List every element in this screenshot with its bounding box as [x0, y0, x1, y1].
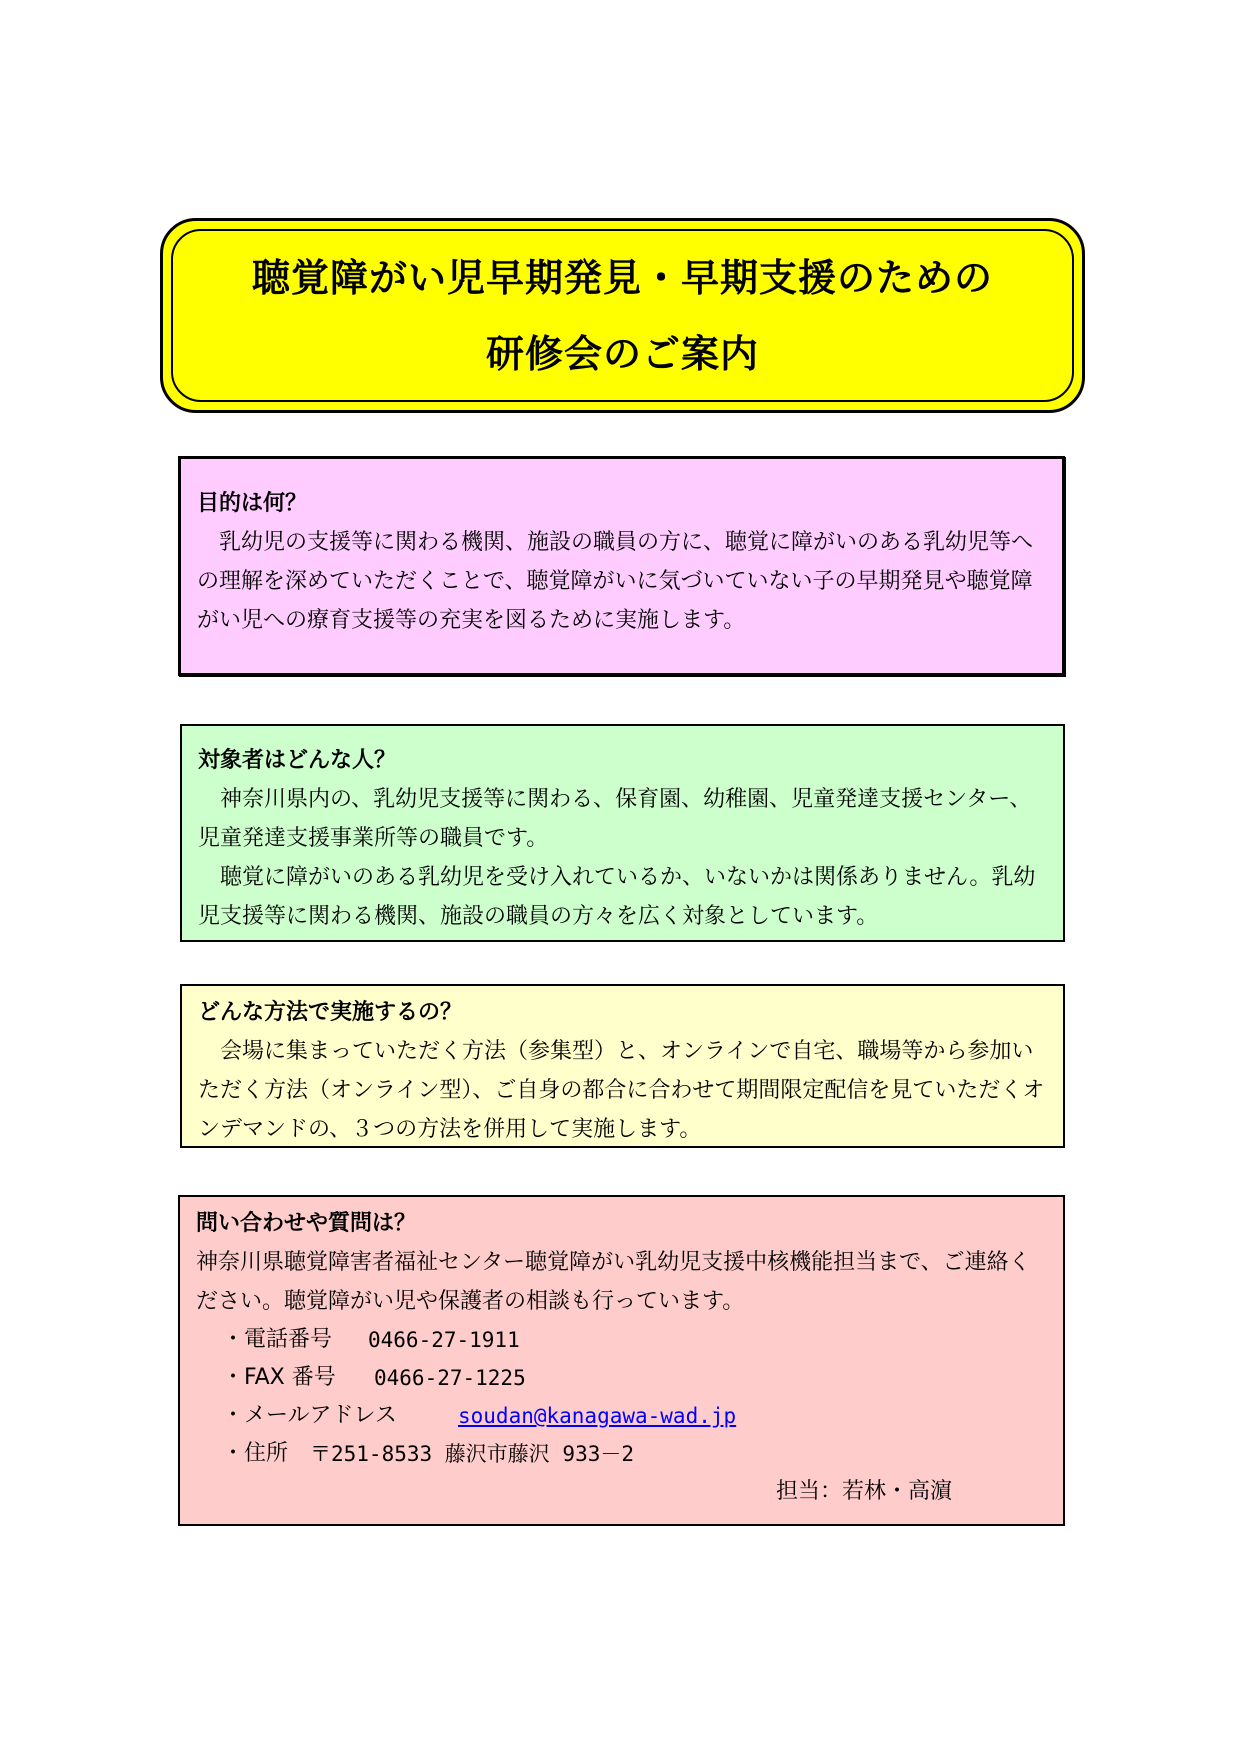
email-link[interactable]: soudan@kanagawa-wad.jp: [458, 1404, 737, 1428]
address-label: ・住所: [222, 1441, 289, 1466]
contact-fax: [222, 1359, 1047, 1397]
contact-email: [222, 1397, 1047, 1435]
page-title-line1: 聴覚障がい児早期発見・早期支援のための: [251, 255, 993, 300]
target-section: [180, 724, 1065, 942]
email-label: ・メールアドレス: [222, 1403, 397, 1428]
purpose-section: [178, 456, 1065, 676]
target-text-2: 聴覚に障がいのある乳幼児を受け入れているか、いないかは関係ありません。乳幼児支援等に関わる機関、施設の職員の方々を広く対象としています。: [198, 865, 1036, 929]
purpose-text: 乳幼児の支援等に関わる機関、施設の職員の方に、聴覚に障がいのある乳幼児等への理解を深めていただくことで、聴覚障がいに気づいていない子の早期発見や聴覚障がい児への療育支援等の充実を図るために実施します。: [197, 530, 1034, 633]
purpose-heading: 目的は何？: [197, 491, 308, 516]
contact-section: [178, 1195, 1065, 1526]
method-text: 会場に集まっていただく方法（参集型）と、オンラインで自宅、職場等から参加いただく方法（オンライン型）、ご自身の都合に合わせて期間限定配信を見ていただくオンデマンドの、３つの方法を併用して実施します。: [198, 1039, 1045, 1142]
contact-phone: [222, 1321, 1047, 1359]
phone-value: 0466-27-1911: [368, 1328, 520, 1352]
contact-list: [196, 1321, 1047, 1473]
target-text-1: 神奈川県内の、乳幼児支援等に関わる、保育園、幼稚園、児童発達支援センター、児童発達支援事業所等の職員です。: [198, 787, 1032, 851]
fax-label: ・FAX 番号: [222, 1365, 336, 1390]
target-heading: 対象者はどんな人？: [198, 748, 397, 773]
title-banner-inner: [171, 229, 1074, 402]
contact-heading: 問い合わせや質問は？: [196, 1211, 417, 1236]
address-value: 〒251-8533 藤沢市藤沢 933－2: [310, 1442, 635, 1466]
title-banner: [160, 218, 1085, 413]
fax-value: 0466-27-1225: [374, 1366, 526, 1390]
phone-label: ・電話番号: [222, 1327, 333, 1352]
page-title-line2: 研修会のご案内: [485, 331, 759, 376]
contact-address: [222, 1435, 1047, 1473]
method-section: [180, 984, 1065, 1148]
staff-in-charge: 担当：若林・高濵: [775, 1479, 952, 1504]
method-heading: どんな方法で実施するの？: [198, 1000, 463, 1025]
contact-intro: 神奈川県聴覚障害者福祉センター聴覚障がい乳幼児支援中核機能担当まで、ご連絡ください。聴覚障がい児や保護者の相談も行っています。: [196, 1250, 1031, 1314]
